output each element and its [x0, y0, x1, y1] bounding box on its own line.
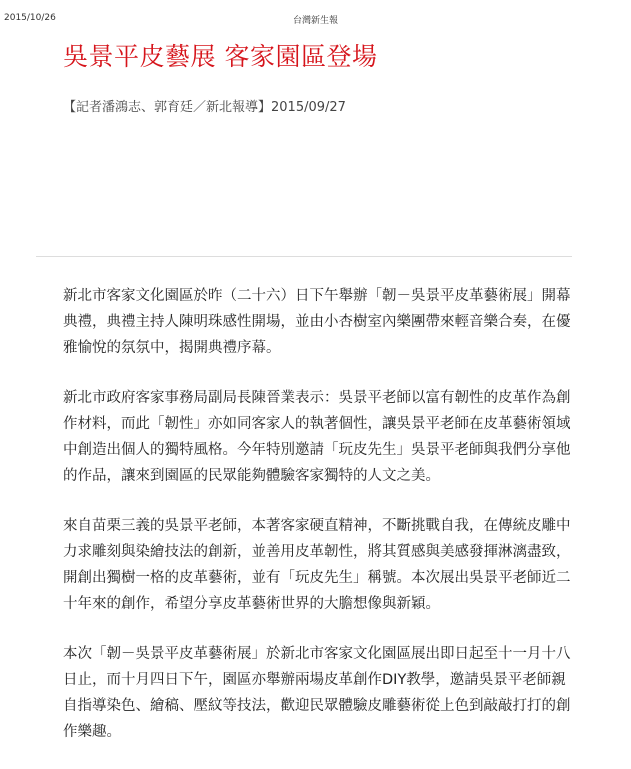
article-paragraph: 新北市客家文化園區於昨（二十六）日下午舉辦「韌－吳景平皮革藝術展」開幕典禮，典禮主持人陳明珠感性開場，並由小杏樹室內樂團帶來輕音樂合奏，在優雅愉悅的氛氛中，揭開典禮序幕。 — [63, 288, 571, 356]
article-paragraph: 本次「韌－吳景平皮革藝術展」於新北市客家文化園區展出即日起至十一月十八日止，而十月四日下午，園區亦舉辦兩場皮革創作DIY教學，邀請吳景平老師親自指導染色、繪稿、壓紋等技法，歡迎民眾體驗皮雕藝術從上色到敲敲打打的創作樂趣。 — [63, 646, 571, 740]
divider — [36, 256, 572, 257]
print-site-name: 台灣新生報 — [292, 16, 338, 26]
article-byline: 【記者潘鴻志、郭育廷／新北報導】2015/09/27 — [63, 100, 346, 115]
print-date: 2015/10/26 — [4, 13, 56, 23]
article-paragraph: 新北市政府客家事務局副局長陳晉業表示：吳景平老師以富有韌性的皮革作為創作材料，而此「韌性」亦如同客家人的執著個性，讓吳景平老師在皮革藝術領域中創造出個人的獨特風格。今年特別邀請「玩皮先生」吳景平老師與我們分享他的作品，讓來到園區的民眾能夠體驗客家獨特的人文之美。 — [63, 390, 571, 484]
article-paragraph: 來自苗栗三義的吳景平老師，本著客家硬直精神，不斷挑戰自我，在傳統皮雕中力求雕刻與染繪技法的創新，並善用皮革韌性，將其質感與美感發揮淋漓盡致，開創出獨樹一格的皮革藝術，並有「玩皮先生」稱號。本次展出吳景平老師近二十年來的創作，希望分享皮革藝術世界的大膽想像與新穎。 — [63, 518, 571, 612]
article-title: 吳景平皮藝展 客家園區登場 — [63, 42, 378, 71]
article-body — [63, 283, 575, 769]
